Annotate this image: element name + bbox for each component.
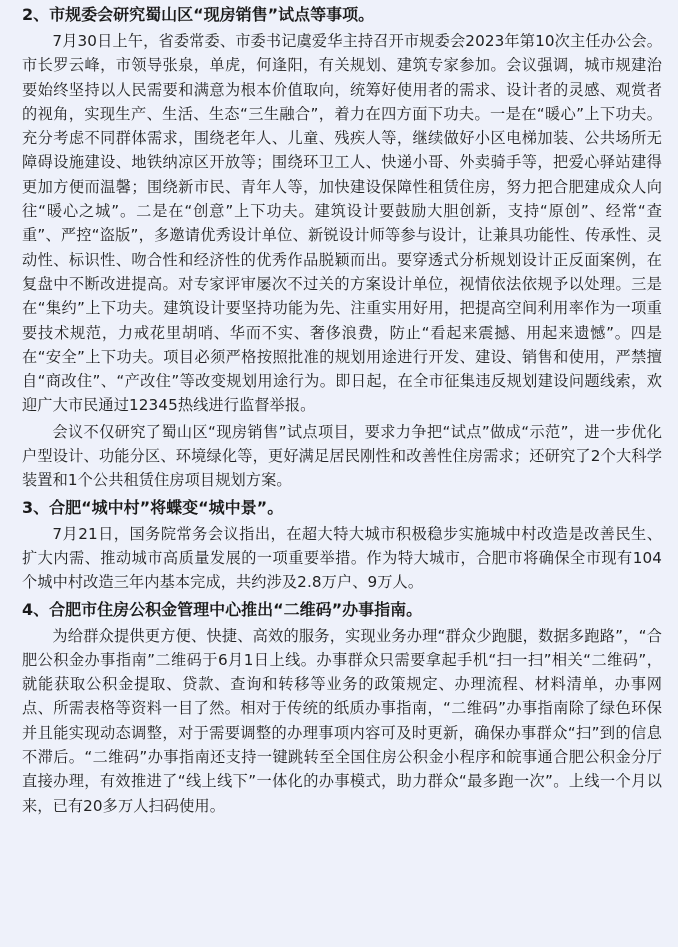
section-heading: 2、市规委会研究蜀山区“现房销售”试点等事项。 — [22, 5, 375, 24]
section-planning-committee — [22, 2, 662, 493]
section-paragraph: 为给群众提供更方便、快捷、高效的服务，实现业务办理“群众少跑腿，数据多跑路”，“合肥公积金办事指南”二维码于6月1日上线。办事群众只需要拿起手机“扫一扫”相关“二维码”，就能获取公积金提取、贷款、查询和转移等业务的政策规定、办理流程、材料清单，办事网点、所需表格等资料一目了然。相对于传统的纸质办事指南，“二维码”办事指南除了绿色环保并且能实现动态调整，对于需要调整的办理事项内容可及时更新，确保办事群众“扫”到的信息不滞后。“二维码”办事指南还支持一键跳转至全国住房公积金小程序和皖事通合肥公积金分厅直接办理，有效推进了“线上线下”一体化的办事模式，助力群众“最多跑一次”。上线一个月以来，已有20多万人扫码使用。 — [22, 626, 662, 815]
section-paragraph: 7月21日，国务院常务会议指出，在超大特大城市积极稳步实施城中村改造是改善民生、扩大内需、推动城市高质量发展的一项重要举措。作为特大城市，合肥市将确保全市现有104个城中村改造三年内基本完成，共约涉及2.8万户、9万人。 — [22, 524, 662, 592]
section-housing-fund-qr — [22, 597, 662, 818]
section-heading: 3、合肥“城中村”将蝶变“城中景”。 — [22, 497, 284, 517]
section-paragraph: 会议不仅研究了蜀山区“现房销售”试点项目，要求力争把“试点”做成“示范”，进一步优化户型设计、功能分区、环境绿化等，更好满足居民刚性和改善性住房需求；还研究了2个大科学装置和1个公共租赁住房项目规划方案。 — [22, 422, 662, 490]
section-heading: 4、合肥市住房公积金管理中心推出“二维码”办事指南。 — [22, 599, 423, 619]
section-paragraph: 7月30日上午，省委常委、市委书记虞爱华主持召开市规委会2023年第10次主任办公会。市长罗云峰，市领导张泉，单虎，何逢阳，有关规划、建筑专家参加。会议强调，城市规建治要始终坚持以人民需要和满意为根本价值取向，统筹好使用者的需求、设计者的灵感、观赏者的视角，实现生产、生活、生态“三生融合”，着力在四方面下功夫。一是在“暖心”上下功夫。充分考虑不同群体需求，围绕老年人、儿童、残疾人等，继续做好小区电梯加装、公共场所无障碍设施建设、地铁纳凉区开放等；围绕环卫工人、快递小哥、外卖骑手等，把爱心驿站建得更加方便而温馨；围绕新市民、青年人等，加快建设保障性租赁住房，努力把合肥建成众人向往“暖心之城”。二是在“创意”上下功夫。建筑设计要鼓励大胆创新，支持“原创”、经常“查重”、严控“盗版”，多邀请优秀设计单位、新锐设计师等参与设计，让兼具功能性、传承性、灵动性、标识性、吻合性和经济性的优秀作品脱颖而出。要穿透式分析规划设计正反面案例，在复盘中不断改进提高。对专家评审屡次不过关的方案设计单位，视情依法依规予以处理。三是在“集约”上下功夫。建筑设计要坚持功能为先、注重实用好用，把提高空间利用率作为一项重要技术规范，力戒花里胡哨、华而不实、奢侈浪费，防止“看起来震撼、用起来遗憾”。四是在“安全”上下功夫。项目必须严格按照批准的规划用途进行开发、建设、销售和使用，严禁擅自“商改住”、“产改住”等改变规划用途行为。即日起，在全市征集违反规划建设问题线索，欢迎广大市民通过12345热线进行监督举报。 — [22, 32, 662, 415]
section-urban-village — [22, 495, 662, 595]
